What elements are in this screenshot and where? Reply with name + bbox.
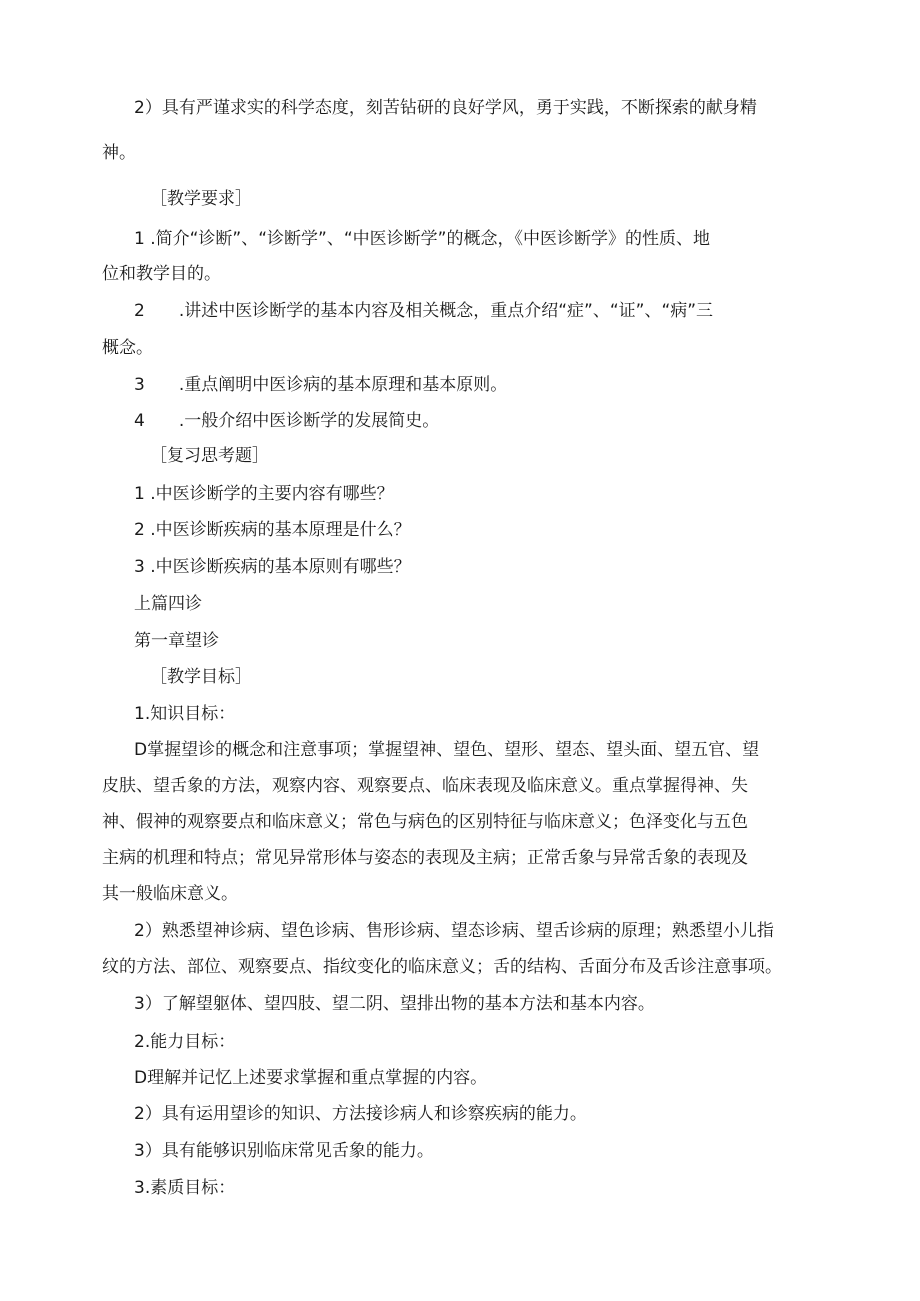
text-line: 1 .中医诊断学的主要内容有哪些？: [134, 484, 394, 504]
text-line: 1 .简介“诊断”、“诊断学”、“中医诊断学”的概念，《中医诊断学》的性质、地: [134, 229, 710, 249]
text-line: 2 .讲述中医诊断学的基本内容及相关概念，重点介绍“症”、“证”、“病”三: [134, 301, 714, 321]
chapter-title: 第一章望诊: [134, 631, 219, 651]
text-line: D掌握望诊的概念和注意事项；掌握望神、望色、望形、望态、望头面、望五官、望: [134, 740, 760, 760]
text-line: D理解并记忆上述要求掌握和重点掌握的内容。: [134, 1068, 488, 1088]
text-line: 2 .中医诊断疾病的基本原理是什么？: [134, 520, 411, 540]
text-line: 2.能力目标：: [134, 1032, 236, 1052]
text-line: 其一般临床意义。: [102, 884, 238, 904]
section-heading: ［教学要求］: [150, 189, 252, 209]
text-line: 2）具有运用望诊的知识、方法接诊病人和诊察疾病的能力。: [134, 1104, 587, 1124]
text-line: 2）熟悉望神诊病、望色诊病、售形诊病、望态诊病、望舌诊病的原理；熟悉望小儿指: [134, 921, 774, 941]
text-line: 3）具有能够识别临床常见舌象的能力。: [134, 1141, 434, 1161]
text-line: 神。: [102, 143, 136, 163]
text-line: 皮肤、望舌象的方法，观察内容、观察要点、临床表现及临床意义。重点掌握得神、失: [102, 776, 748, 796]
text-line: 主病的机理和特点；常见异常形体与姿态的表现及主病；正常舌象与异常舌象的表现及: [102, 848, 748, 868]
text-line: 神、假神的观察要点和临床意义；常色与病色的区别特征与临床意义；色泽变化与五色: [102, 812, 748, 832]
text-line: 3 .重点阐明中医诊病的基本原理和基本原则。: [134, 375, 508, 395]
text-line: 2）具有严谨求实的科学态度，刻苦钻研的良好学风，勇于实践，不断探索的献身精: [134, 98, 757, 118]
text-line: 1.知识目标：: [134, 704, 236, 724]
section-heading: ［复习思考题］: [150, 446, 269, 466]
text-line: 3.素质目标：: [134, 1178, 236, 1198]
section-heading: ［教学目标］: [150, 667, 252, 687]
text-line: 3）了解望躯体、望四肢、望二阴、望排出物的基本方法和基本内容。: [134, 994, 655, 1014]
part-title: 上篇四诊: [134, 594, 202, 614]
text-line: 概念。: [102, 338, 153, 358]
text-line: 4 .一般介绍中医诊断学的发展简史。: [134, 411, 440, 431]
text-line: 纹的方法、部位、观察要点、指纹变化的临床意义；舌的结构、舌面分布及舌诊注意事项。: [102, 957, 782, 977]
text-line: 3 .中医诊断疾病的基本原则有哪些？: [134, 557, 411, 577]
text-line: 位和教学目的。: [102, 264, 221, 284]
